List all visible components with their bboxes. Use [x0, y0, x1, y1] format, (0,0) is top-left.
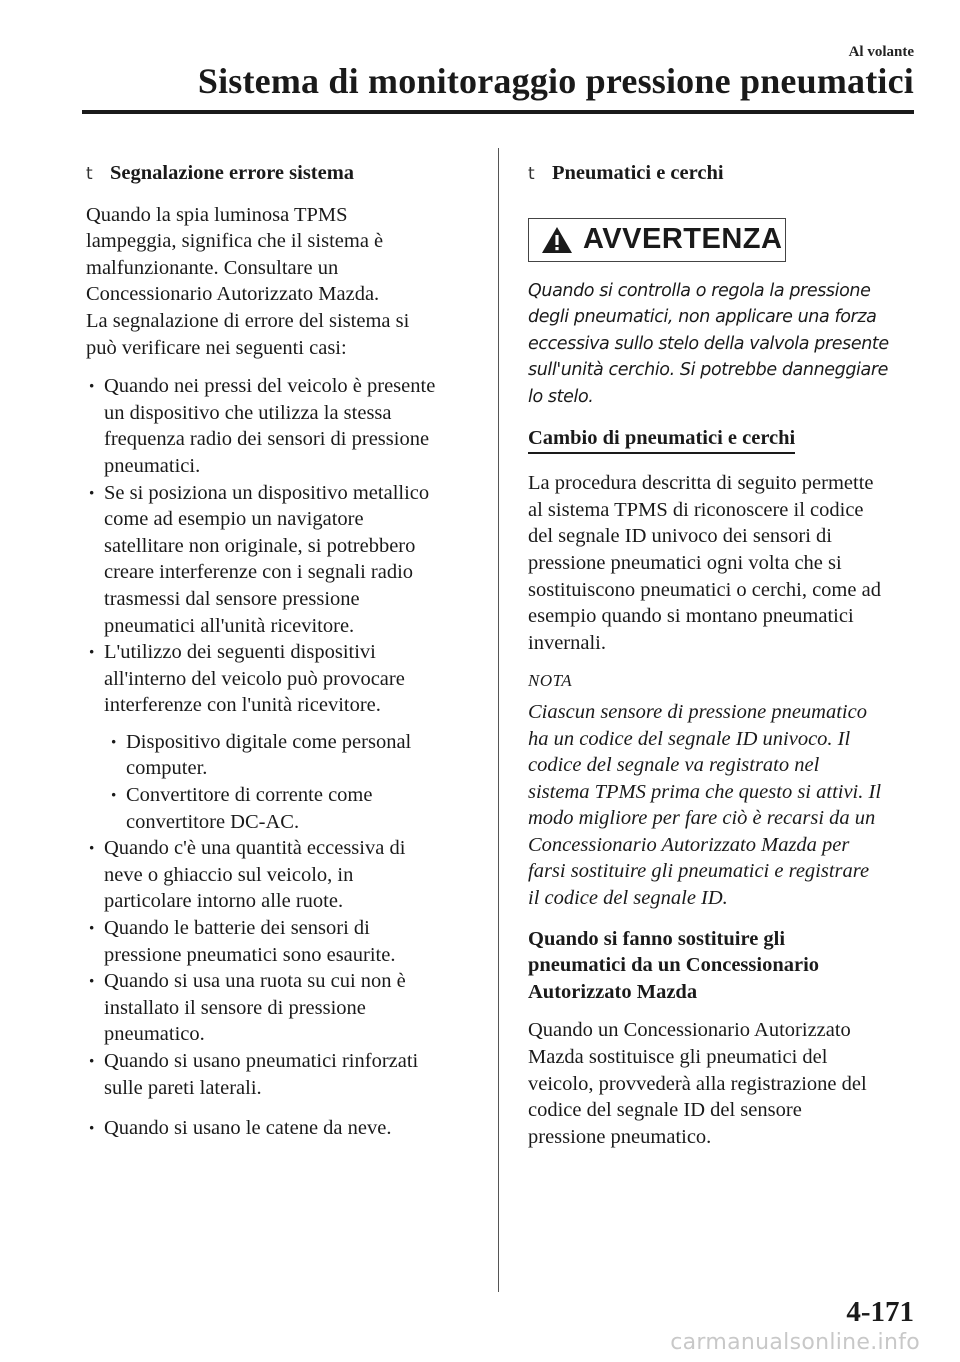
column-divider — [498, 148, 499, 1292]
text-line: pneumatici da un Concessionario — [528, 954, 820, 977]
text-line: frequenza radio dei sensori di pressione — [104, 428, 430, 451]
text-line: del segnale ID univoco dei sensori di — [528, 525, 833, 548]
text-line: particolare intorno alle ruote. — [104, 890, 344, 913]
text-line: Ciascun sensore di pressione pneumatico — [528, 700, 867, 723]
text-line: invernali. — [528, 631, 606, 654]
note-text — [528, 699, 920, 912]
text-line: esempio quando si montano pneumatici — [528, 605, 854, 628]
text-line: interferenze con l'unità ricevitore. — [104, 694, 381, 717]
text-line: Quando la spia luminosa TPMS — [86, 203, 348, 226]
text-line: · Quando le batterie dei sensori di — [104, 917, 370, 940]
subheading-tire-change: Cambio di pneumatici e cerchi — [528, 425, 795, 455]
warning-label: AVVERTENZA — [583, 223, 783, 256]
dealer-heading — [528, 926, 920, 1006]
text-line: Quando si controlla o regola la pressione — [528, 280, 871, 301]
warning-triangle-icon — [541, 226, 573, 254]
text-line: · Quando si usa una ruota su cui non è — [104, 970, 406, 993]
text-line: modo migliore per fare ciò è recarsi da un — [528, 807, 876, 830]
text-line: trasmessi dal sensore pressione — [104, 587, 360, 610]
text-line: convertitore DC-AC. — [126, 810, 300, 833]
text-line: pneumatico. — [104, 1023, 205, 1046]
right-column — [528, 160, 920, 1162]
text-line: · Dispositivo digitale come personal — [126, 730, 412, 753]
section-marker-icon: t — [86, 164, 93, 184]
procedure-paragraph — [528, 470, 920, 656]
text-line: Quando si fanno sostituire gli — [528, 927, 786, 950]
text-line: un dispositivo che utilizza la stessa — [104, 401, 392, 424]
text-line: lo stelo. — [528, 386, 594, 407]
text-line: pressione pneumatici sono esaurite. — [104, 943, 396, 966]
text-line: malfunzionante. Consultare un — [86, 256, 339, 279]
text-line: farsi sostituire gli pneumatici e registrare — [528, 860, 870, 883]
text-line: può verificare nei seguenti casi: — [86, 336, 347, 359]
text-line: pneumatici all'unità ricevitore. — [104, 614, 355, 637]
text-line: Mazda sostituisce gli pneumatici del — [528, 1046, 828, 1069]
left-column — [86, 160, 478, 1142]
section-heading-tires — [528, 160, 920, 188]
list-item — [86, 835, 478, 915]
header-section-label: Al volante — [848, 44, 914, 60]
section-marker-icon: t — [528, 164, 535, 184]
text-line: · Quando si usano le catene da neve. — [104, 1117, 392, 1140]
note-label: NOTA — [528, 671, 573, 691]
text-line: codice del segnale ID del sensore — [528, 1099, 802, 1122]
list-item — [86, 639, 478, 719]
list-item — [86, 373, 478, 479]
text-line: codice del segnale va registrato nel — [528, 754, 820, 777]
section-heading-text: Segnalazione errore sistema — [110, 162, 355, 184]
text-line: sistema TPMS prima che questo si attivi. Il — [528, 780, 882, 803]
section-heading-system-error — [86, 160, 478, 188]
list-item — [86, 1115, 478, 1142]
text-line: il codice del segnale ID. — [528, 887, 728, 910]
text-line: sostituiscono pneumatici o cerchi, come ad — [528, 578, 881, 601]
sub-list — [108, 729, 478, 835]
text-line: pneumatici. — [104, 454, 201, 477]
watermark: carmanualsonline.info — [670, 1330, 920, 1355]
text-line: al sistema TPMS di riconoscere il codice — [528, 498, 864, 521]
page-title: Sistema di monitoraggio pressione pneumatici — [197, 61, 914, 101]
text-line: sulle pareti laterali. — [104, 1076, 262, 1099]
text-line: sull'unità cerchio. Si potrebbe danneggiare — [528, 360, 888, 381]
text-line: · Quando c'è una quantità eccessiva di — [104, 837, 406, 860]
dealer-paragraph — [528, 1017, 920, 1150]
warning-box — [528, 218, 786, 262]
text-line: La procedura descritta di seguito permette — [528, 472, 874, 495]
text-line: pressione pneumatici ogni volta che si — [528, 551, 842, 574]
section-heading-text: Pneumatici e cerchi — [552, 162, 724, 184]
text-line: · Convertitore di corrente come — [126, 784, 373, 807]
list-item — [86, 1048, 478, 1101]
text-line: lampeggia, significa che il sistema è — [86, 230, 384, 253]
page-number: 4-171 — [846, 1296, 914, 1328]
text-line: veicolo, provvederà alla registrazione del — [528, 1072, 867, 1095]
text-line: · L'utilizzo dei seguenti dispositivi — [104, 641, 376, 664]
warning-text — [528, 278, 920, 411]
text-line: eccessiva sullo stelo della valvola presente — [528, 333, 889, 354]
text-line: satellitare non originale, si potrebbero — [104, 534, 416, 557]
text-line: installato il sensore di pressione — [104, 996, 366, 1019]
sub-list-item — [108, 782, 478, 835]
list-item — [86, 480, 478, 640]
text-line: computer. — [126, 757, 208, 780]
text-line: · Quando nei pressi del veicolo è presente — [104, 375, 436, 398]
header-rule — [82, 110, 914, 114]
text-line: pressione pneumatico. — [528, 1125, 712, 1148]
text-line: Concessionario Autorizzato Mazda. — [86, 283, 380, 306]
list-item — [86, 968, 478, 1048]
text-line: degli pneumatici, non applicare una forza — [528, 307, 877, 328]
text-line: · Se si posiziona un dispositivo metallico — [104, 481, 430, 504]
list-item — [86, 915, 478, 968]
text-line: come ad esempio un navigatore — [104, 508, 364, 531]
text-line: La segnalazione di errore del sistema si — [86, 309, 410, 332]
text-line: creare interferenze con i segnali radio — [104, 561, 414, 584]
text-line: Quando un Concessionario Autorizzato — [528, 1019, 851, 1042]
sub-list-item — [108, 729, 478, 782]
text-line: ha un codice del segnale ID univoco. Il — [528, 727, 851, 750]
text-line: · Quando si usano pneumatici rinforzati — [104, 1050, 419, 1072]
text-line: neve o ghiaccio sul veicolo, in — [104, 863, 354, 886]
text-line: all'interno del veicolo può provocare — [104, 667, 405, 690]
intro-paragraph — [86, 202, 478, 362]
text-line: Autorizzato Mazda — [528, 980, 698, 1003]
text-line: Concessionario Autorizzato Mazda per — [528, 833, 850, 856]
